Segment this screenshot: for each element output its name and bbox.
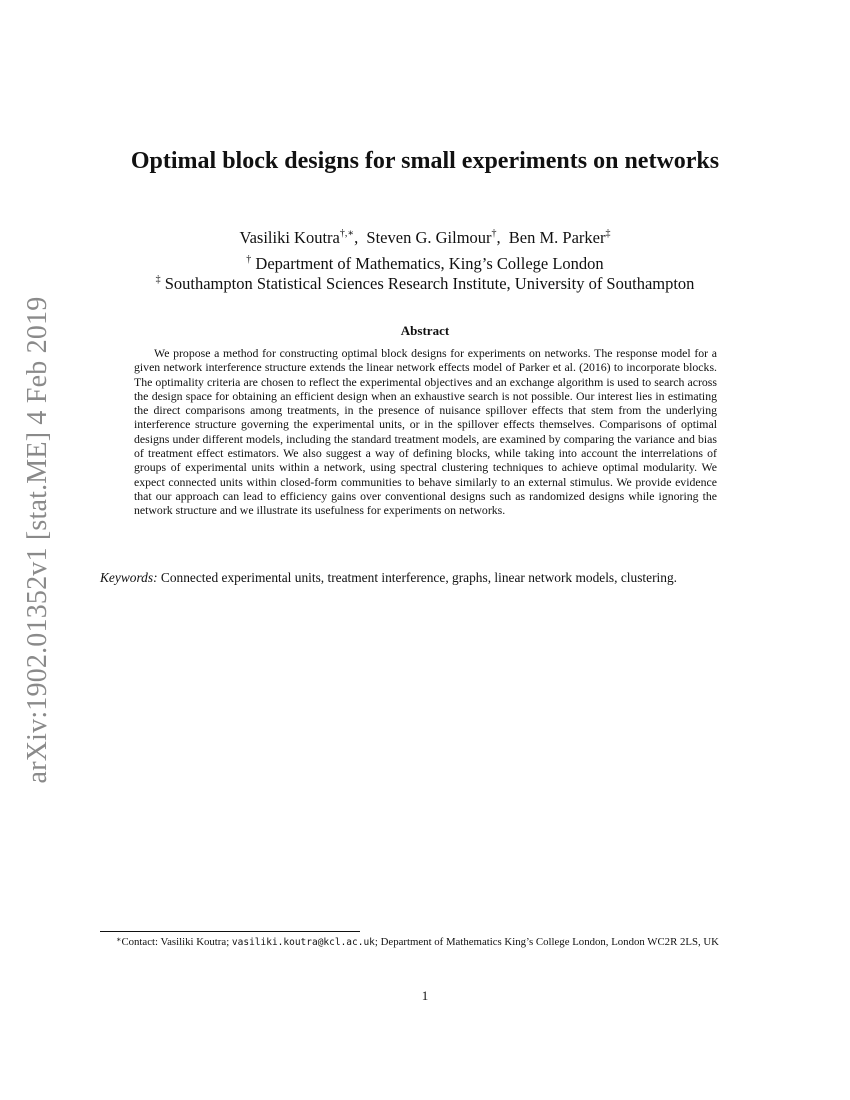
abstract-heading: Abstract [400, 323, 450, 338]
author-separator: , [354, 228, 359, 247]
paper-title: Optimal block designs for small experiments on networks [130, 148, 720, 174]
author-name: Ben M. Parker [508, 228, 606, 247]
affiliation-text: Southampton Statistical Sciences Research Institute, University of Southampton [164, 274, 695, 293]
affiliation-mark: ‡ [155, 274, 161, 285]
affiliation-kings-college [100, 254, 750, 274]
affiliation-southampton [100, 274, 750, 294]
footnote-mark: ∗ [116, 935, 122, 944]
affiliation-text: Department of Mathematics, King’s College London [255, 254, 604, 273]
keywords-text: Connected experimental units, treatment interference, graphs, linear network models, clustering. [160, 570, 677, 585]
keywords-label: Keywords: [100, 570, 158, 585]
footnote-divider [100, 931, 360, 932]
footnote-suffix: ; Department of Mathematics King’s College London, London WC2R 2LS, UK [374, 936, 719, 948]
keywords-line [100, 569, 755, 586]
author-affiliation-mark: † [491, 228, 497, 239]
author-affiliation-mark: †,∗ [339, 228, 355, 239]
footnote-prefix: Contact: Vasiliki Koutra; [121, 936, 232, 948]
page-number: 1 [421, 988, 429, 1003]
arxiv-identifier-stamp: arXiv:1902.01352v1 [stat.ME] 4 Feb 2019 [22, 296, 53, 784]
author-name: Vasiliki Koutra [239, 228, 340, 247]
contact-email: vasiliki.koutra@kcl.ac.uk [231, 937, 375, 948]
author-separator: , [496, 228, 501, 247]
abstract-body: We propose a method for constructing optimal block designs for experiments on networks. The response model for a given network interference structure extends the linear network effects model of Parker et al. (2016) to incorporate blocks. The optimality criteria are chosen to reflect the experimental objectives and an exchange algorithm is used to search across the design space for obtaining an efficient design when an exhaustive search is not possible. Our interest lies in estimating the direct comparisons among treatments, in the presence of nuisance spillover effects that stem from the underlying interference structure governing the experimental units, or in the spillover effects themselves. Comparisons of optimal designs under different models, including the standard treatment models, are examined by comparing the variance and bias of treatment effect estimators. We also suggest a way of defining blocks, while taking into account the interrelations of groups of experimental units within a network, using spectral clustering techniques to achieve optimal modularity. We expect connected units within closed-form communities to behave similarly to an external stimulus. We provide evidence that our approach can lead to efficiency gains over conventional designs such as randomized designs while ignoring the network structure and we illustrate its usefulness for experiments on networks. [134, 346, 717, 518]
author-list [100, 228, 750, 248]
affiliation-mark: † [246, 254, 252, 265]
contact-footnote [100, 935, 750, 950]
author-affiliation-mark: ‡ [605, 228, 611, 239]
author-name: Steven G. Gilmour [366, 228, 492, 247]
